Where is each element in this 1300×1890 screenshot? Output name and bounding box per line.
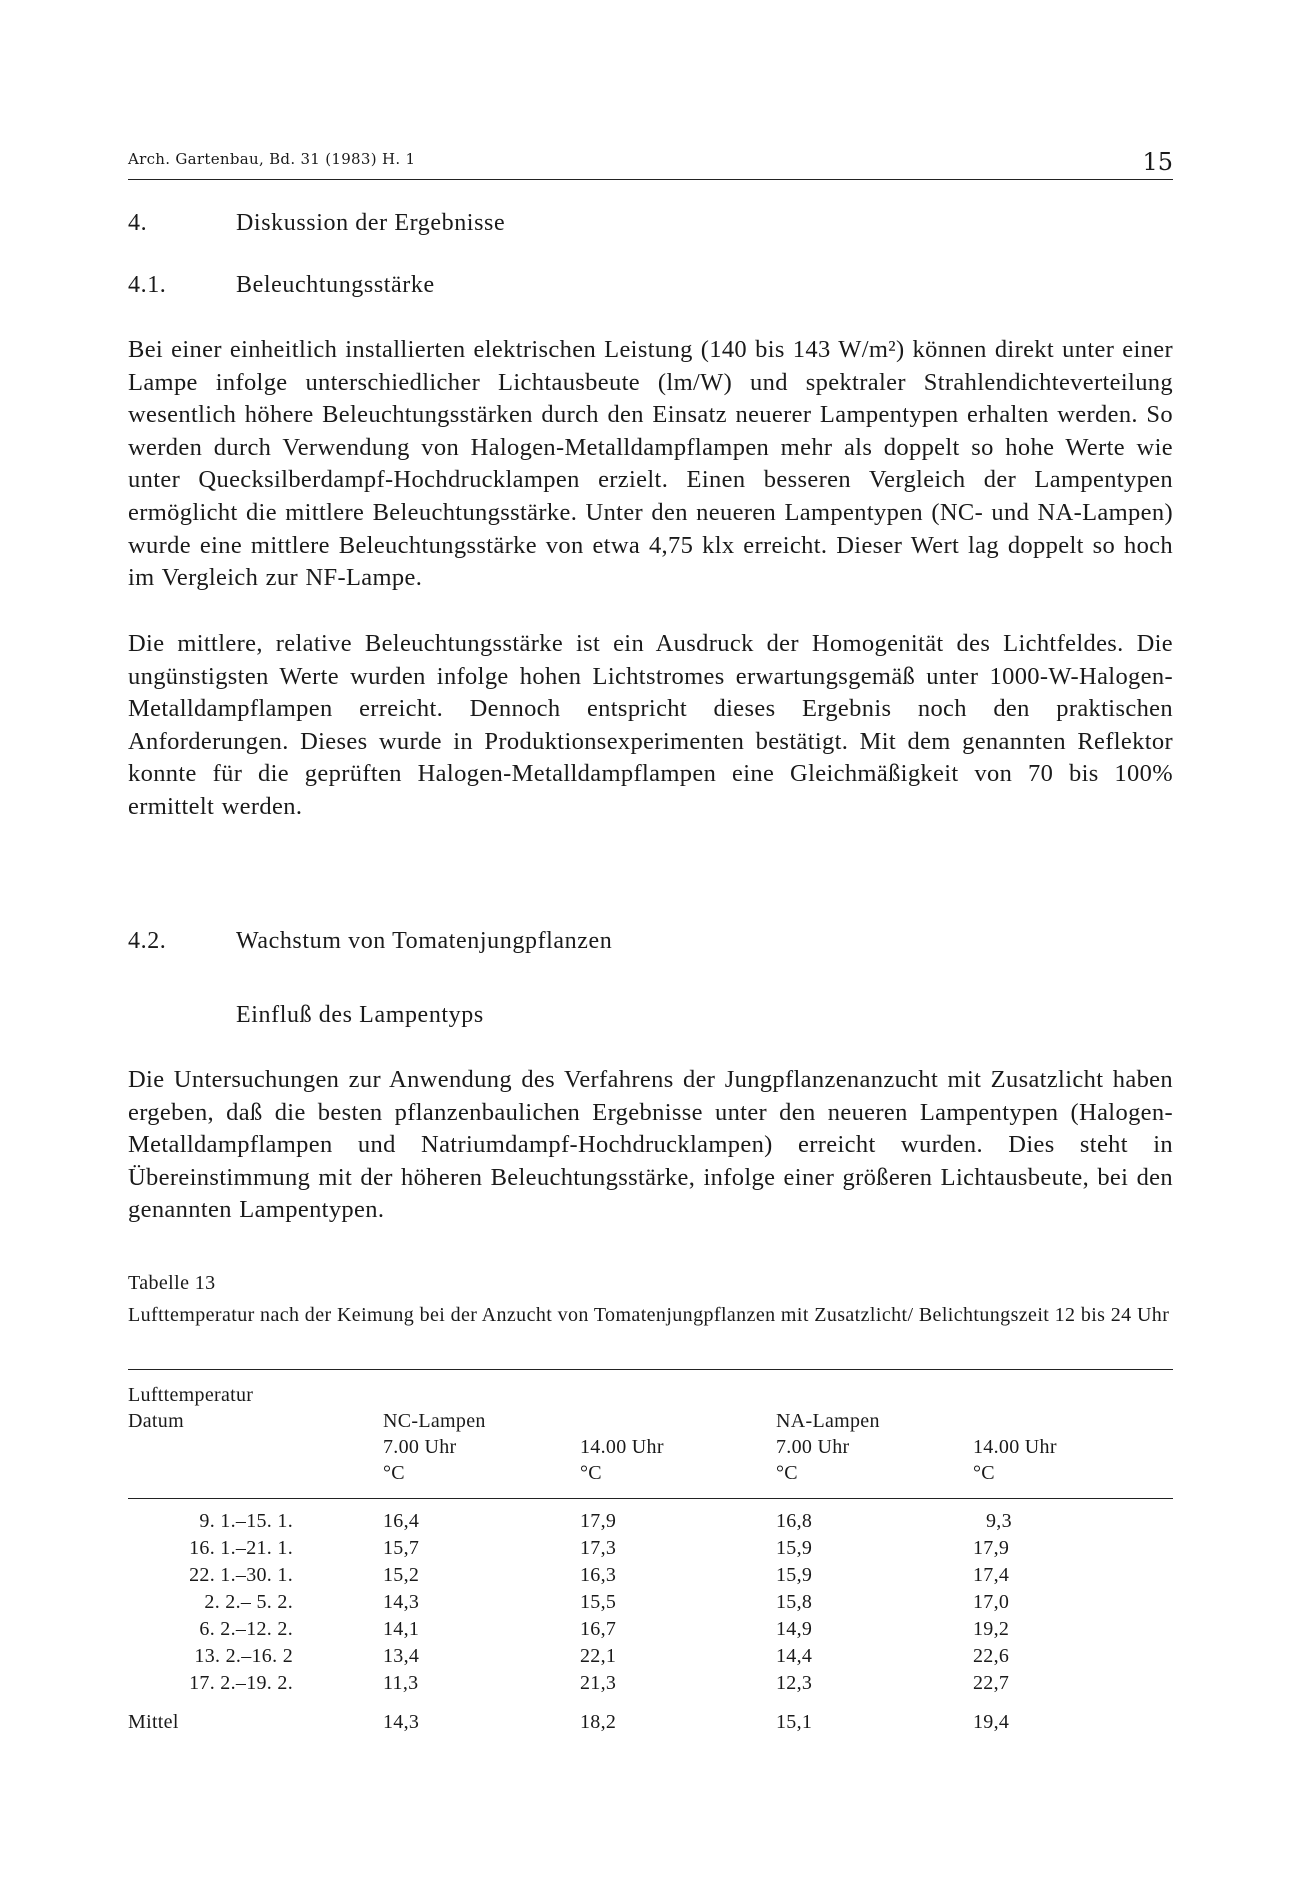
table-col-nc-14: 14.00 Uhr	[580, 1436, 664, 1458]
table-cell: 17,4	[973, 1564, 1010, 1586]
paragraph-homogeneity: Die mittlere, relative Beleuchtungsstärke ist ein Ausdruck der Homogenität des Lichtfeldes. Die ungünstigsten Werte wurden infolge hohen Lichtstromes erwartungsgemäß unter 1000-W-Halogen-Metalldampflampen erreicht. Dennoch entspricht dieses Ergebnis noch den praktischen Anforderungen. Dieses wurde in Produktionsexperimenten bestätigt. Mit dem genannten Reflektor konnte für die geprüften Halogen-Metalldampflampen eine Gleichmäßigkeit von 70 bis 100% ermittelt werden.	[128, 630, 1173, 820]
page	[128, 0, 1173, 1890]
table-cell-date: 9. 1.–15. 1.	[199, 1510, 293, 1532]
section-number: 4.1.	[128, 272, 167, 298]
table-cell: 22,7	[973, 1672, 1010, 1694]
table-cell: 17,9	[580, 1510, 617, 1532]
table-cell: 15,9	[776, 1537, 813, 1559]
table-cell: 15,2	[383, 1564, 420, 1586]
table-cell: 9,3	[986, 1510, 1012, 1532]
table-cell: 22,1	[580, 1645, 617, 1667]
table-cell: 19,2	[973, 1618, 1010, 1640]
table-cell: 11,3	[383, 1672, 419, 1694]
table-group-na: NA-Lampen	[776, 1410, 880, 1432]
table-head-lufttemperatur: Lufttemperatur	[128, 1384, 254, 1406]
table-col-na-7: 7.00 Uhr	[776, 1436, 850, 1458]
table-cell: 16,8	[776, 1510, 813, 1532]
table-cell: 12,3	[776, 1672, 813, 1694]
table-cell: 21,3	[580, 1672, 617, 1694]
table-cell: 16,3	[580, 1564, 617, 1586]
table-caption: Lufttemperatur nach der Keimung bei der Anzucht von Tomatenjungpflanzen mit Zusatzlicht/ Belichtungszeit 12 bis 24 Uhr	[128, 1304, 1170, 1326]
table-mean-label: Mittel	[128, 1711, 179, 1733]
table-cell: 15,9	[776, 1564, 813, 1586]
section-heading-4-1	[128, 272, 435, 299]
section-number: 4.	[128, 210, 148, 236]
table-cell: 17,9	[973, 1537, 1010, 1559]
table-cell-date: 13. 2.–16. 2	[194, 1645, 293, 1667]
table-unit: °C	[973, 1462, 995, 1484]
table-cell: 17,3	[580, 1537, 617, 1559]
paragraph-lamp-type: Die Untersuchungen zur Anwendung des Verfahrens der Jungpflanzenanzucht mit Zusatzlicht haben ergeben, daß die besten pflanzenbaulichen Ergebnisse unter den neueren Lampentypen (Halogen-Metalldampflampen und Natriumdampf-Hochdrucklampen) erreicht wurden. Dies steht in Übereinstimmung mit der höheren Beleuchtungsstärke, infolge einer größeren Lichtausbeute, bei den genannten Lampentypen.	[128, 1066, 1173, 1224]
table-cell-date: 17. 2.–19. 2.	[189, 1672, 293, 1694]
table-cell: 16,4	[383, 1510, 420, 1532]
table-cell: 16,7	[580, 1618, 617, 1640]
table-group-nc: NC-Lampen	[383, 1410, 486, 1432]
table-cell-date: 6. 2.–12. 2.	[199, 1618, 293, 1640]
table-cell: 15,8	[776, 1591, 813, 1613]
section-title: Wachstum von Tomatenjungpflanzen	[236, 928, 613, 954]
table-mean-cell: 14,3	[383, 1711, 420, 1733]
section-title: Beleuchtungsstärke	[236, 272, 435, 298]
table-header-rule	[128, 1498, 1173, 1499]
table-cell-date: 16. 1.–21. 1.	[189, 1537, 293, 1559]
subsection-heading: Einfluß des Lampentyps	[236, 1002, 484, 1028]
running-head: Arch. Gartenbau, Bd. 31 (1983) H. 1	[128, 150, 416, 168]
table-mean-cell: 18,2	[580, 1711, 617, 1733]
section-title: Diskussion der Ergebnisse	[236, 210, 506, 236]
table-cell: 15,5	[580, 1591, 617, 1613]
table-cell: 15,7	[383, 1537, 420, 1559]
table-cell-date: 2. 2.– 5. 2.	[204, 1591, 293, 1613]
table-label: Tabelle 13	[128, 1272, 216, 1294]
table-cell: 17,0	[973, 1591, 1010, 1613]
table-top-rule	[128, 1369, 1173, 1370]
table-cell: 22,6	[973, 1645, 1010, 1667]
table-mean-cell: 19,4	[973, 1711, 1010, 1733]
table-cell-date: 22. 1.–30. 1.	[189, 1564, 293, 1586]
paragraph-illuminance: Bei einer einheitlich installierten elektrischen Leistung (140 bis 143 W/m²) können direkt unter einer Lampe infolge unterschiedlicher Lichtausbeute (lm/W) und spektraler Strahlendichteverteilung wesentlich höhere Beleuchtungsstärken durch den Einsatz neuerer Lampentypen erhalten werden. So werden durch Verwendung von Halogen-Metalldampflampen mehr als doppelt so hohe Werte wie unter Quecksilberdampf-Hochdrucklampen erzielt. Einen besseren Vergleich der Lampentypen ermöglicht die mittlere Beleuchtungsstärke. Unter den neueren Lampentypen (NC- und NA-Lampen) wurde eine mittlere Beleuchtungsstärke von etwa 4,75 klx erreicht. Dieser Wert lag doppelt so hoch im Vergleich zur NF-Lampe.	[128, 336, 1173, 592]
table-col-na-14: 14.00 Uhr	[973, 1436, 1057, 1458]
table-unit: °C	[383, 1462, 405, 1484]
section-heading-4-2	[128, 928, 612, 955]
table-cell: 13,4	[383, 1645, 420, 1667]
page-number: 15	[1142, 148, 1173, 176]
header-rule	[128, 179, 1173, 180]
table-col-nc-7: 7.00 Uhr	[383, 1436, 457, 1458]
section-number: 4.2.	[128, 928, 167, 954]
table-unit: °C	[776, 1462, 798, 1484]
table-cell: 14,4	[776, 1645, 813, 1667]
table-cell: 14,3	[383, 1591, 420, 1613]
section-heading-4	[128, 210, 505, 237]
table-cell: 14,9	[776, 1618, 813, 1640]
table-mean-cell: 15,1	[776, 1711, 813, 1733]
table-cell: 14,1	[383, 1618, 420, 1640]
table-unit: °C	[580, 1462, 602, 1484]
table-head-datum: Datum	[128, 1410, 184, 1432]
